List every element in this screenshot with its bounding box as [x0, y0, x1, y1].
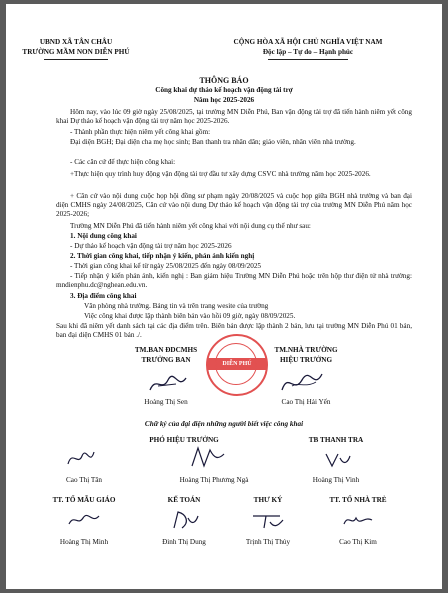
motto-underline — [268, 59, 348, 60]
para-intro: Hôm nay, vào lúc 09 giờ ngày 25/08/2025, tại trường MN Diễn Phú, Ban vận động tài trợ đã tiến hành niêm yết công khai Dự thảo kế hoạch vận động tài trợ năm học 2025-2026. — [56, 108, 412, 125]
para-closing: Sau khi đã niêm yết danh sách tại các địa điểm trên. Biên bản được lập thành 2 bản, lưu tại trường MN Diễn Phú 01 bản, ban đại diện CMHS 01 bản ./. — [56, 322, 412, 339]
school-name: TRƯỜNG MẦM NON DIỄN PHÚ — [22, 48, 130, 56]
witness-4-name: Hoàng Thị Minh — [59, 538, 109, 546]
signature-thuy — [250, 510, 286, 530]
para-members-heading: - Thành phần thực hiện niêm yết công khai gồm: — [70, 128, 211, 136]
doc-year: Năm học 2025-2026 — [193, 96, 255, 104]
doc-subtitle: Công khai dự thảo kế hoạch vận động tài trợ — [155, 86, 293, 94]
principal-role: TM.NHÀ TRƯỜNG — [274, 346, 338, 354]
document-page — [6, 4, 442, 589]
signature-yen — [276, 370, 326, 396]
signature-kim — [340, 510, 376, 530]
witness-7-role: TT. TỔ NHÀ TRẺ — [329, 496, 387, 504]
stamp-label: DIỄN PHÚ — [222, 361, 252, 367]
section-3-item-1: Văn phòng nhà trường. Bảng tin và trên trang wesite của trường — [84, 302, 269, 310]
witness-7-name: Cao Thị Kim — [339, 538, 377, 546]
signature-minh — [66, 510, 102, 530]
para-basis-2: + Căn cứ vào nội dung cuộc họp hội đồng sư phạm ngày 20/08/2025 và cuộc họp giữa BGH nhà trường và ban đại diện CMHS ngày 24/08/2025, Căn cứ vào nội dung Dự thảo kế hoạch vận động tài trợ của trường MN Diễn Phú năm học 2025-2026; — [56, 192, 412, 218]
section-3-title: 3. Địa điểm công khai — [70, 292, 137, 300]
nation-motto: Độc lập – Tự do – Hạnh phúc — [262, 48, 354, 56]
witness-1-role: PHÓ HIỆU TRƯỞNG — [149, 436, 219, 444]
signature-tan — [64, 448, 98, 470]
para-members: Đại diện BGH; Đại diện cha mẹ học sinh; Ban thanh tra nhân dân; giáo viên, nhân viên nhà trường. — [70, 138, 356, 146]
witness-3-name: Hoàng Thị Vinh — [312, 476, 360, 484]
doc-title: THÔNG BÁO — [199, 76, 249, 85]
para-basis-heading: - Các căn cứ để thực hiện công khai: — [70, 158, 176, 166]
section-2-item-2: - Tiếp nhận ý kiến phản ánh, kiến nghị : Ban giám hiệu Trường MN Diễn Phú hoặc trên hộp thư điện tử nhà trường: mndienphu.dc@nghean.edu.vn. — [56, 272, 412, 289]
signature-nga — [188, 444, 228, 470]
witness-3-role: TB THANH TRA — [308, 436, 364, 444]
witness-4-role: TT. TỔ MẪU GIÁO — [52, 496, 116, 504]
nation-title: CỘNG HÒA XÃ HỘI CHỦ NGHĨA VIỆT NAM — [233, 38, 383, 46]
witness-5-role: KẾ TOÁN — [167, 496, 201, 504]
signature-dung — [168, 508, 202, 532]
org-underline — [44, 59, 108, 60]
signature-sen — [146, 372, 190, 396]
section-2-title: 2. Thời gian công khai, tiếp nhận ý kiến, phản ánh kiến nghị — [70, 252, 255, 260]
witness-2-name: Hoàng Thị Phương Ngà — [179, 476, 249, 484]
section-1-title: 1. Nội dung công khai — [70, 232, 137, 240]
section-3-item-2: Việc công khai được lập thành biên bản vào hồi 09 giờ, ngày 08/09/2025. — [84, 312, 296, 320]
principal-name: Cao Thị Hải Yến — [281, 398, 331, 406]
witness-6-name: Trịnh Thị Thủy — [245, 538, 291, 546]
parent-rep-role: TM.BAN ĐDCMHS — [134, 346, 198, 354]
para-content-intro: Trường MN Diễn Phú đã tiến hành niêm yết công khai với nội dung cụ thể như sau: — [70, 222, 311, 230]
org-name: UBND XÃ TÂN CHÂU — [39, 38, 113, 46]
school-stamp — [206, 334, 268, 396]
para-basis-1: +Thực hiện quy trình huy động vận động tài trợ đầu tư xây dựng CSVC nhà trường năm học 2025-2026. — [70, 170, 371, 178]
parent-rep-title: TRƯỞNG BAN — [141, 356, 191, 364]
section-2-item-1: - Thời gian công khai kể từ ngày 25/08/2025 đến ngày 08/09/2025 — [70, 262, 262, 270]
signature-vinh — [322, 448, 352, 470]
section-1-item: - Dự thảo kế hoạch vận động tài trợ năm học 2025-2026 — [70, 242, 232, 250]
witness-6-role: THƯ KÝ — [253, 496, 283, 504]
witness-1-name: Cao Thị Tân — [65, 476, 103, 484]
witness-header: Chữ ký của đại diện những người biết việc công khai — [144, 420, 304, 428]
witness-5-name: Đinh Thị Dung — [162, 538, 206, 546]
parent-rep-name: Hoàng Thị Sen — [144, 398, 188, 406]
principal-title: HIỆU TRƯỞNG — [279, 356, 333, 364]
